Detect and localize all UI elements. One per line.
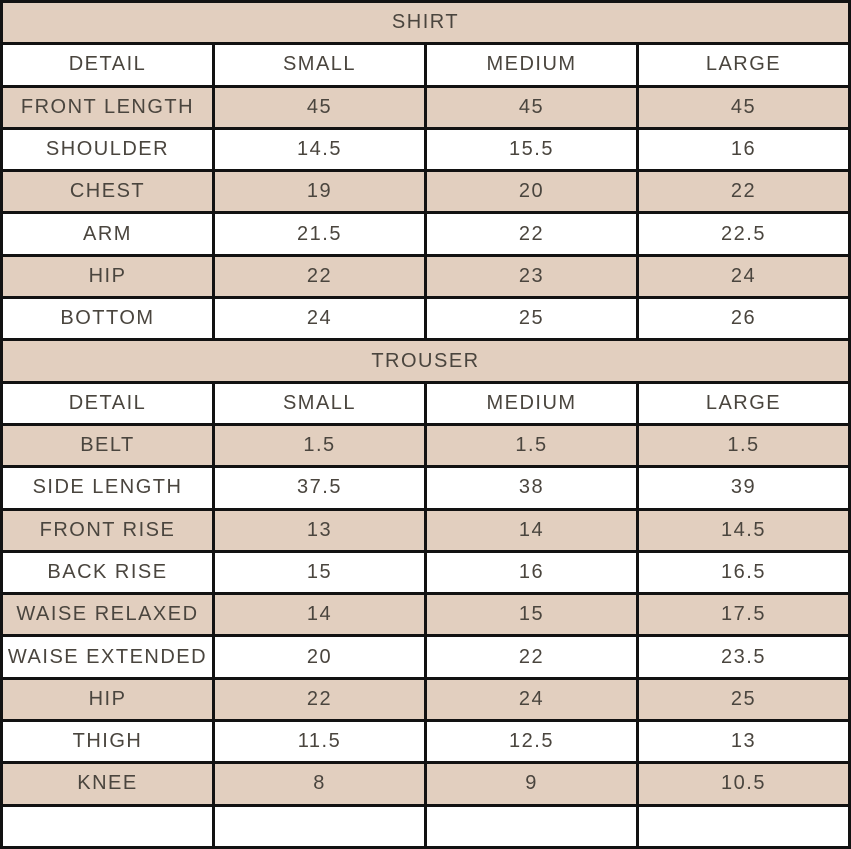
cell — [426, 805, 638, 847]
table-row — [2, 213, 850, 255]
cell: 22 — [426, 213, 638, 255]
cell: 24 — [426, 678, 638, 720]
cell: 23.5 — [638, 636, 850, 678]
cell: 13 — [214, 509, 426, 551]
row-label: CHEST — [2, 171, 214, 213]
cell: 13 — [638, 721, 850, 763]
cell: 22 — [214, 678, 426, 720]
row-label: HIP — [2, 255, 214, 297]
cell: 9 — [426, 763, 638, 805]
cell: 24 — [638, 255, 850, 297]
table-row — [2, 763, 850, 805]
table-row — [2, 594, 850, 636]
cell: 10.5 — [638, 763, 850, 805]
table-row — [2, 467, 850, 509]
row-label: BOTTOM — [2, 298, 214, 340]
cell: 45 — [426, 86, 638, 128]
table-row — [2, 255, 850, 297]
cell: 14.5 — [214, 128, 426, 170]
cell: 37.5 — [214, 467, 426, 509]
cell: 21.5 — [214, 213, 426, 255]
row-label: FRONT RISE — [2, 509, 214, 551]
cell: 45 — [638, 86, 850, 128]
row-label: WAISE RELAXED — [2, 594, 214, 636]
table-row — [2, 721, 850, 763]
row-label: KNEE — [2, 763, 214, 805]
cell: 24 — [214, 298, 426, 340]
cell: 16 — [426, 551, 638, 593]
cell: 1.5 — [426, 424, 638, 466]
cell: 16.5 — [638, 551, 850, 593]
row-label: FRONT LENGTH — [2, 86, 214, 128]
table-row — [2, 678, 850, 720]
row-label: HIP — [2, 678, 214, 720]
empty-row — [2, 805, 850, 847]
cell: 45 — [214, 86, 426, 128]
row-label: BELT — [2, 424, 214, 466]
trouser-header-medium: MEDIUM — [426, 382, 638, 424]
shirt-title-row — [2, 2, 850, 44]
shirt-header-row — [2, 44, 850, 86]
cell: 14 — [214, 594, 426, 636]
row-label: WAISE EXTENDED — [2, 636, 214, 678]
cell: 25 — [638, 678, 850, 720]
cell: 22 — [638, 171, 850, 213]
row-label: THIGH — [2, 721, 214, 763]
table-row — [2, 551, 850, 593]
cell: 12.5 — [426, 721, 638, 763]
row-label: ARM — [2, 213, 214, 255]
table-row — [2, 424, 850, 466]
table-row — [2, 636, 850, 678]
cell: 19 — [214, 171, 426, 213]
cell: 11.5 — [214, 721, 426, 763]
shirt-header-small: SMALL — [214, 44, 426, 86]
cell — [214, 805, 426, 847]
cell: 16 — [638, 128, 850, 170]
cell: 15 — [426, 594, 638, 636]
cell — [2, 805, 214, 847]
cell: 23 — [426, 255, 638, 297]
shirt-section-title: SHIRT — [2, 2, 850, 44]
trouser-header-row — [2, 382, 850, 424]
cell: 26 — [638, 298, 850, 340]
table-row — [2, 298, 850, 340]
cell: 15.5 — [426, 128, 638, 170]
table-row — [2, 509, 850, 551]
trouser-section-title: TROUSER — [2, 340, 850, 382]
trouser-header-detail: DETAIL — [2, 382, 214, 424]
shirt-header-detail: DETAIL — [2, 44, 214, 86]
cell: 17.5 — [638, 594, 850, 636]
cell: 22 — [214, 255, 426, 297]
cell — [638, 805, 850, 847]
cell: 20 — [214, 636, 426, 678]
cell: 1.5 — [214, 424, 426, 466]
cell: 20 — [426, 171, 638, 213]
cell: 14.5 — [638, 509, 850, 551]
table-row — [2, 86, 850, 128]
row-label: SIDE LENGTH — [2, 467, 214, 509]
cell: 22 — [426, 636, 638, 678]
cell: 14 — [426, 509, 638, 551]
row-label: BACK RISE — [2, 551, 214, 593]
table-row — [2, 128, 850, 170]
cell: 22.5 — [638, 213, 850, 255]
cell: 25 — [426, 298, 638, 340]
trouser-title-row — [2, 340, 850, 382]
cell: 38 — [426, 467, 638, 509]
cell: 39 — [638, 467, 850, 509]
trouser-header-large: LARGE — [638, 382, 850, 424]
cell: 8 — [214, 763, 426, 805]
shirt-header-medium: MEDIUM — [426, 44, 638, 86]
cell: 1.5 — [638, 424, 850, 466]
trouser-header-small: SMALL — [214, 382, 426, 424]
cell: 15 — [214, 551, 426, 593]
table-row — [2, 171, 850, 213]
row-label: SHOULDER — [2, 128, 214, 170]
shirt-header-large: LARGE — [638, 44, 850, 86]
